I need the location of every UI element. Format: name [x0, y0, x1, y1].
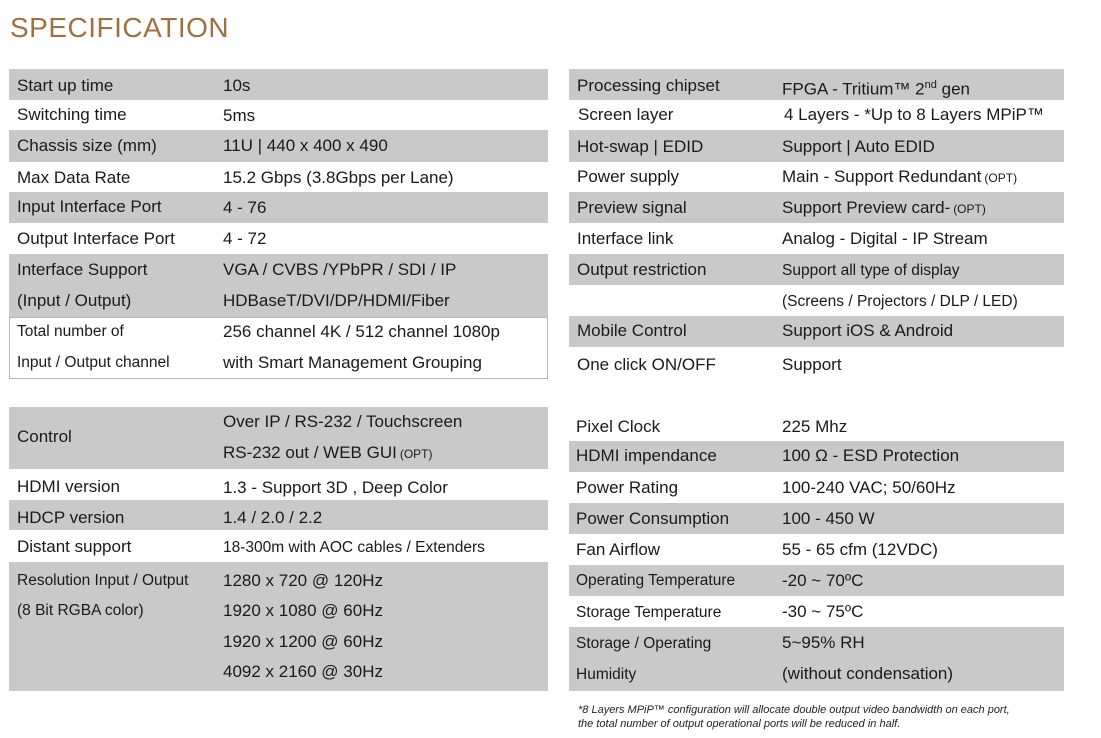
spec-row — [569, 627, 1064, 691]
spec-label: Chassis size (mm) — [17, 136, 157, 155]
spec-label: Storage / Operating — [576, 635, 712, 652]
spec-value-text: Main - Support Redundant — [782, 167, 982, 186]
spec-row — [569, 534, 1064, 565]
spec-row — [9, 500, 548, 530]
spec-label: Distant support — [17, 537, 132, 556]
footnote — [578, 703, 1010, 731]
spec-row — [569, 472, 1064, 503]
spec-row — [9, 162, 548, 192]
spec-row — [9, 469, 548, 500]
spec-value: (Screens / Projectors / DLP / LED) — [782, 293, 1018, 310]
spec-row — [9, 254, 548, 317]
spec-label: Power supply — [577, 167, 680, 186]
spec-value: 10s — [223, 76, 251, 95]
spec-value: 15.2 Gbps (3.8Gbps per Lane) — [223, 168, 454, 187]
spec-value: 5~95% RH — [782, 633, 865, 652]
spec-label: Interface link — [577, 229, 674, 248]
spec-row — [569, 254, 1064, 285]
spec-row — [569, 130, 1064, 162]
spec-row — [569, 162, 1064, 192]
spec-label: Output restriction — [577, 260, 707, 279]
spec-label: Operating Temperature — [576, 572, 736, 589]
spec-value: 100 Ω - ESD Protection — [782, 446, 960, 465]
spec-row — [9, 130, 548, 162]
spec-label: Power Consumption — [576, 509, 730, 528]
spec-value: 4 Layers - *Up to 8 Layers MPiP™ — [784, 105, 1044, 124]
spec-value-text: RS-232 out / WEB GUI — [223, 443, 397, 462]
spec-value: 5ms — [223, 106, 256, 125]
spec-value: Over IP / RS-232 / Touchscreen — [223, 412, 463, 431]
spec-label: Switching time — [17, 105, 127, 124]
spec-value: FPGA - Tritium™ 2nd gen — [782, 79, 970, 99]
spec-value — [782, 167, 1017, 188]
spec-row — [569, 316, 1064, 347]
spec-label: Hot-swap | EDID — [577, 137, 704, 156]
spec-label: Screen layer — [578, 105, 674, 124]
spec-value: 1.3 - Support 3D , Deep Color — [223, 478, 448, 497]
spec-label: Input Interface Port — [17, 197, 162, 216]
spec-row — [9, 69, 548, 100]
spec-value — [782, 198, 986, 219]
spec-row — [9, 100, 548, 130]
spec-value: with Smart Management Grouping — [223, 353, 482, 372]
spec-value: Support | Auto EDID — [782, 137, 935, 156]
spec-row — [569, 192, 1064, 223]
spec-value-text: Support Preview card- — [782, 198, 951, 217]
spec-row — [569, 347, 1064, 382]
spec-value: 225 Mhz — [782, 417, 848, 436]
spec-label: Mobile Control — [577, 321, 687, 340]
spec-label: Humidity — [576, 666, 637, 683]
spec-row — [569, 100, 1064, 130]
left-spec-table-2 — [9, 407, 548, 691]
spec-label: (Input / Output) — [17, 291, 132, 310]
spec-label: One click ON/OFF — [577, 355, 716, 374]
spec-value: 4 - 72 — [223, 229, 267, 248]
spec-label: Processing chipset — [577, 76, 720, 95]
spec-row — [569, 596, 1064, 627]
spec-value: 1920 x 1080 @ 60Hz — [223, 601, 383, 620]
spec-value: -30 ~ 75ºC — [782, 602, 864, 621]
spec-row — [569, 503, 1064, 534]
spec-value: -20 ~ 70ºC — [782, 571, 864, 590]
spec-value: Support iOS & Android — [782, 321, 954, 340]
spec-value — [223, 443, 433, 464]
spec-row — [569, 565, 1064, 596]
spec-label: Power Rating — [576, 478, 679, 497]
spec-label: Pixel Clock — [576, 417, 661, 436]
opt-tag: (OPT) — [984, 171, 1018, 185]
spec-label: Total number of — [17, 323, 124, 340]
left-spec-table-1 — [9, 69, 548, 379]
spec-row — [569, 223, 1064, 254]
spec-value: HDBaseT/DVI/DP/HDMI/Fiber — [223, 291, 450, 310]
spec-value: 1280 x 720 @ 120Hz — [223, 571, 383, 590]
spec-value: 4092 x 2160 @ 30Hz — [223, 662, 383, 681]
spec-label: (8 Bit RGBA color) — [17, 602, 144, 619]
spec-value: 18-300m with AOC cables / Extenders — [223, 539, 485, 556]
spec-label: Fan Airflow — [576, 540, 661, 559]
spec-label: Input / Output channel — [17, 354, 170, 371]
spec-row — [569, 69, 1064, 100]
footnote-line: the total number of output operational ports will be reduced in half. — [578, 718, 901, 730]
spec-value: Support — [782, 355, 842, 374]
spec-row — [569, 441, 1064, 472]
spec-value: Analog - Digital - IP Stream — [782, 229, 988, 248]
spec-label: Preview signal — [577, 198, 687, 217]
spec-row — [569, 285, 1064, 316]
spec-label: Max Data Rate — [17, 168, 131, 187]
spec-row — [9, 407, 548, 469]
spec-label: Output Interface Port — [17, 229, 175, 248]
spec-row — [9, 223, 548, 254]
spec-row — [9, 562, 548, 691]
footnote-line: *8 Layers MPiP™ configuration will allocate double output video bandwidth on each port, — [578, 704, 1010, 716]
page-title: SPECIFICATION — [10, 12, 230, 43]
spec-label: Interface Support — [17, 260, 148, 279]
spec-value: VGA / CVBS /YPbPR / SDI / IP — [223, 260, 457, 279]
spec-label: Start up time — [17, 76, 114, 95]
spec-value: 256 channel 4K / 512 channel 1080p — [223, 322, 500, 341]
opt-tag: (OPT) — [399, 447, 433, 461]
right-spec-table-2 — [569, 411, 1064, 691]
spec-row — [9, 192, 548, 223]
spec-value: 100-240 VAC; 50/60Hz — [782, 478, 956, 497]
spec-value: 1920 x 1200 @ 60Hz — [223, 632, 383, 651]
spec-label: Storage Temperature — [576, 604, 722, 621]
spec-value: (without condensation) — [782, 664, 954, 683]
spec-label: HDMI impendance — [576, 446, 717, 465]
spec-value: Support all type of display — [782, 262, 960, 279]
spec-value: 1.4 / 2.0 / 2.2 — [223, 508, 323, 527]
spec-label: Resolution Input / Output — [17, 572, 189, 589]
spec-label: HDCP version — [17, 508, 125, 527]
right-spec-table-1 — [569, 69, 1064, 382]
spec-row — [9, 530, 548, 562]
spec-value: 4 - 76 — [223, 198, 267, 217]
spec-value: 11U | 440 x 400 x 490 — [223, 136, 388, 155]
spec-value: 100 - 450 W — [782, 509, 875, 528]
spec-row-outlined — [9, 317, 548, 379]
spec-value: 55 - 65 cfm (12VDC) — [782, 540, 938, 559]
spec-row — [569, 411, 1064, 441]
spec-label: HDMI version — [17, 477, 120, 496]
spec-label: Control — [17, 427, 72, 446]
opt-tag: (OPT) — [953, 202, 986, 216]
